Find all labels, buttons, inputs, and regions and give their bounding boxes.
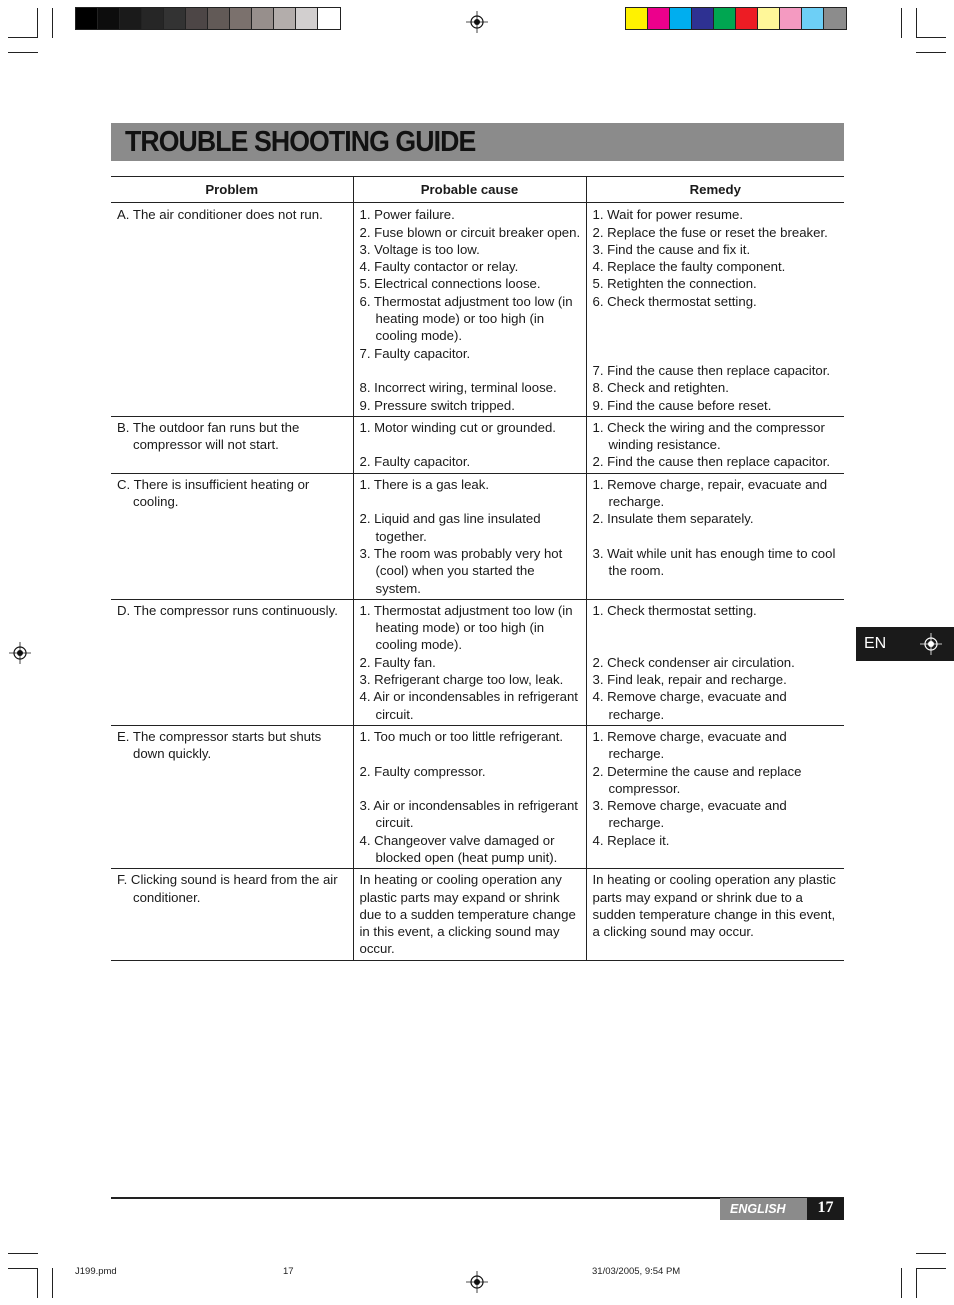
- color-swatch: [670, 8, 692, 29]
- table-row: [111, 725, 844, 868]
- page-number: 17: [817, 1199, 834, 1216]
- column-header-problem: Problem: [111, 177, 353, 203]
- column-header-remedy: Remedy: [586, 177, 844, 203]
- table-row: [111, 599, 844, 725]
- list-item: 9. Pressure switch tripped.: [359, 397, 515, 413]
- list-item: 4. Replace the faulty component.: [592, 259, 786, 275]
- color-swatch: [758, 8, 780, 29]
- color-swatch: [824, 8, 846, 29]
- slug-file-name: J199.pmd: [75, 1266, 117, 1277]
- problem-cell: C. There is insufficient heating or cooling.: [111, 473, 353, 599]
- list-item: 1. Too much or too little refrigerant.: [359, 728, 564, 744]
- problem-cell: F. Clicking sound is heard from the air conditioner.: [111, 869, 353, 960]
- language-tab-label: EN: [864, 635, 887, 652]
- remedy-cell: [586, 416, 844, 473]
- list-item: 2. Replace the fuse or reset the breaker.: [592, 224, 828, 240]
- list-item: 1. Wait for power resume.: [592, 207, 743, 223]
- gray-swatch: [120, 8, 142, 29]
- list-item: 2. Faulty capacitor.: [359, 454, 471, 470]
- color-swatch: [780, 8, 802, 29]
- footer-language-box: [720, 1198, 807, 1220]
- remedy-cell: In heating or cooling operation any plastic parts may expand or shrink due to a sudden temperature change in this event, a clicking sound may occur.: [586, 869, 844, 960]
- list-item: 1. Remove charge, repair, evacuate and recharge.: [592, 476, 828, 510]
- cause-cell: [353, 599, 586, 725]
- process-color-bar: [625, 7, 847, 30]
- cause-cell: [353, 416, 586, 473]
- list-item: 5. Retighten the connection.: [592, 276, 757, 292]
- list-item: 4. Changeover valve damaged or blocked open (heat pump unit).: [359, 832, 558, 865]
- gray-swatch: [76, 8, 98, 29]
- table-row: [111, 473, 844, 599]
- remedy-cell: [586, 599, 844, 725]
- list-item: 1. Check thermostat setting.: [592, 602, 757, 618]
- color-swatch: [648, 8, 670, 29]
- color-swatch: [692, 8, 714, 29]
- gray-swatch: [230, 8, 252, 29]
- list-item: 2. Check condenser air circulation.: [592, 654, 795, 670]
- page-number-box: [807, 1198, 844, 1220]
- troubleshooting-table: [111, 176, 844, 961]
- color-swatch: [736, 8, 758, 29]
- page-title: TROUBLE SHOOTING GUIDE: [125, 126, 476, 158]
- list-item: 3. Find leak, repair and recharge.: [592, 672, 787, 688]
- list-item: 3. Air or incondensables in refrigerant circuit.: [359, 798, 578, 831]
- list-item: 2. Faulty fan.: [359, 654, 436, 670]
- list-item: 8. Check and retighten.: [592, 380, 729, 396]
- list-item: 5. Electrical connections loose.: [359, 276, 541, 292]
- gray-swatch: [98, 8, 120, 29]
- gray-swatch: [274, 8, 296, 29]
- list-item: 3. Voltage is too low.: [359, 241, 480, 257]
- list-item: 1. Remove charge, evacuate and recharge.: [592, 728, 787, 762]
- color-swatch: [714, 8, 736, 29]
- grayscale-color-bar: [75, 7, 341, 30]
- list-item: 2. Liquid and gas line insulated together.: [359, 511, 541, 544]
- footer-language: ENGLISH: [730, 1202, 786, 1216]
- remedy-cell: [586, 203, 844, 417]
- color-swatch: [626, 8, 648, 29]
- list-item: 3. Wait while unit has enough time to cool the room.: [592, 545, 836, 579]
- registration-target-icon: [466, 1271, 488, 1293]
- list-item: 1. Thermostat adjustment too low (in heating mode) or too high (in cooling mode).: [359, 602, 573, 653]
- gray-swatch: [318, 8, 340, 29]
- cause-cell: In heating or cooling operation any plastic parts may expand or shrink due to a sudden temperature change in this event, a clicking sound may occur.: [353, 869, 586, 960]
- list-item: 2. Determine the cause and replace compressor.: [592, 763, 802, 796]
- remedy-cell: [586, 725, 844, 868]
- list-item: 6. Check thermostat setting.: [592, 293, 757, 309]
- gray-swatch: [164, 8, 186, 29]
- list-item: 4. Air or incondensables in refrigerant circuit.: [359, 689, 578, 722]
- list-item: 1. Power failure.: [359, 207, 455, 223]
- registration-target-icon: [466, 11, 488, 33]
- list-item: 2. Find the cause then replace capacitor.: [592, 454, 831, 470]
- problem-cell: E. The compressor starts but shuts down quickly.: [111, 725, 353, 868]
- list-item: 4. Faulty contactor or relay.: [359, 259, 519, 275]
- problem-cell: A. The air conditioner does not run.: [111, 203, 353, 417]
- list-item: 7. Faulty capacitor.: [359, 345, 471, 361]
- language-side-tab: [856, 627, 954, 661]
- list-item: 2. Faulty compressor.: [359, 763, 486, 779]
- list-item: 3. The room was probably very hot (cool) when you started the system.: [359, 545, 563, 596]
- list-item: 8. Incorrect wiring, terminal loose.: [359, 380, 557, 396]
- gray-swatch: [208, 8, 230, 29]
- list-item: 2. Fuse blown or circuit breaker open.: [359, 224, 581, 240]
- table-row: [111, 869, 844, 960]
- list-item: 3. Find the cause and fix it.: [592, 241, 751, 257]
- slug-date: 31/03/2005, 9:54 PM: [592, 1266, 681, 1277]
- list-item: 4. Remove charge, evacuate and recharge.: [592, 689, 787, 722]
- cause-cell: [353, 473, 586, 599]
- gray-swatch: [296, 8, 318, 29]
- list-item: 1. Check the wiring and the compressor winding resistance.: [592, 419, 825, 453]
- title-band: [111, 123, 844, 161]
- table-row: [111, 203, 844, 417]
- list-item: 9. Find the cause before reset.: [592, 397, 772, 413]
- color-swatch: [802, 8, 824, 29]
- list-item: 1. There is a gas leak.: [359, 476, 490, 492]
- gray-swatch: [186, 8, 208, 29]
- cause-cell: [353, 725, 586, 868]
- registration-target-icon: [9, 642, 31, 664]
- problem-cell: D. The compressor runs continuously.: [111, 599, 353, 725]
- remedy-cell: [586, 473, 844, 599]
- registration-target-icon: [920, 633, 942, 655]
- column-header-cause: Probable cause: [353, 177, 586, 203]
- list-item: 7. Find the cause then replace capacitor.: [592, 362, 831, 378]
- list-item: 3. Remove charge, evacuate and recharge.: [592, 798, 787, 831]
- list-item: 2. Insulate them separately.: [592, 511, 754, 527]
- list-item: 1. Motor winding cut or grounded.: [359, 419, 556, 435]
- list-item: 6. Thermostat adjustment too low (in heating mode) or too high (in cooling mode).: [359, 293, 573, 344]
- slug-page: 17: [283, 1266, 294, 1277]
- gray-swatch: [252, 8, 274, 29]
- list-item: 3. Refrigerant charge too low, leak.: [359, 672, 564, 688]
- gray-swatch: [142, 8, 164, 29]
- problem-cell: B. The outdoor fan runs but the compressor will not start.: [111, 416, 353, 473]
- table-header-row: [111, 177, 844, 203]
- cause-cell: [353, 203, 586, 417]
- list-item: 4. Replace it.: [592, 832, 670, 848]
- table-row: [111, 416, 844, 473]
